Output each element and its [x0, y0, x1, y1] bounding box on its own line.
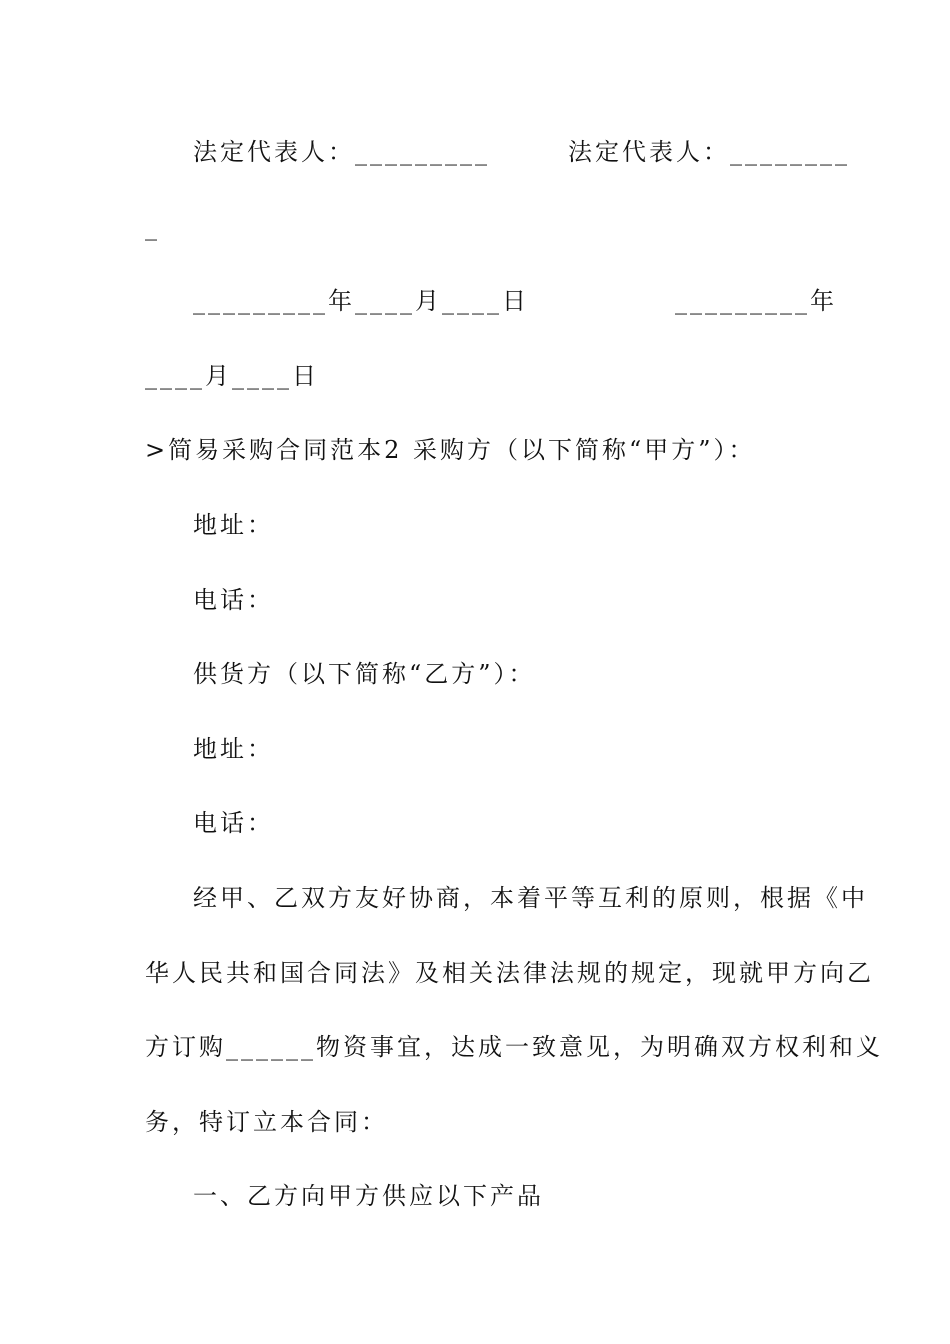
paragraph-line-1: 经甲、乙双方友好协商，本着平等互利的原则，根据《中: [193, 884, 868, 912]
supplier-heading: 供货方（以下简称“乙方”）：: [193, 660, 536, 688]
party-b-legal-rep: 法定代表人：________: [568, 138, 850, 166]
supplier-phone-label: 电话：: [193, 809, 274, 837]
party-b-legal-rep-overflow: _: [145, 213, 160, 241]
buyer-heading: 采购方（以下简称“甲方”）：: [413, 436, 756, 464]
buyer-phone-label: 电话：: [193, 586, 274, 614]
paragraph-line-3: 方订购______物资事宜，达成一致意见，为明确双方权利和义: [145, 1033, 883, 1061]
paragraph-line-4: 务，特订立本合同：: [145, 1108, 388, 1136]
section-title: >简易采购合同范本2: [145, 436, 403, 464]
paragraph-line-2: 华人民共和国合同法》及相关法律法规的规定，现就甲方向乙: [145, 959, 874, 987]
clause-one-heading: 一、乙方向甲方供应以下产品: [193, 1182, 544, 1210]
party-a-legal-rep: 法定代表人：_________: [193, 138, 490, 166]
buyer-address-label: 地址：: [193, 511, 274, 539]
supplier-address-label: 地址：: [193, 735, 274, 763]
party-b-date-month-day: ____月____日: [145, 362, 319, 390]
party-a-date: _________年____月____日: [193, 287, 529, 315]
party-b-date-year: _________年: [675, 287, 837, 315]
